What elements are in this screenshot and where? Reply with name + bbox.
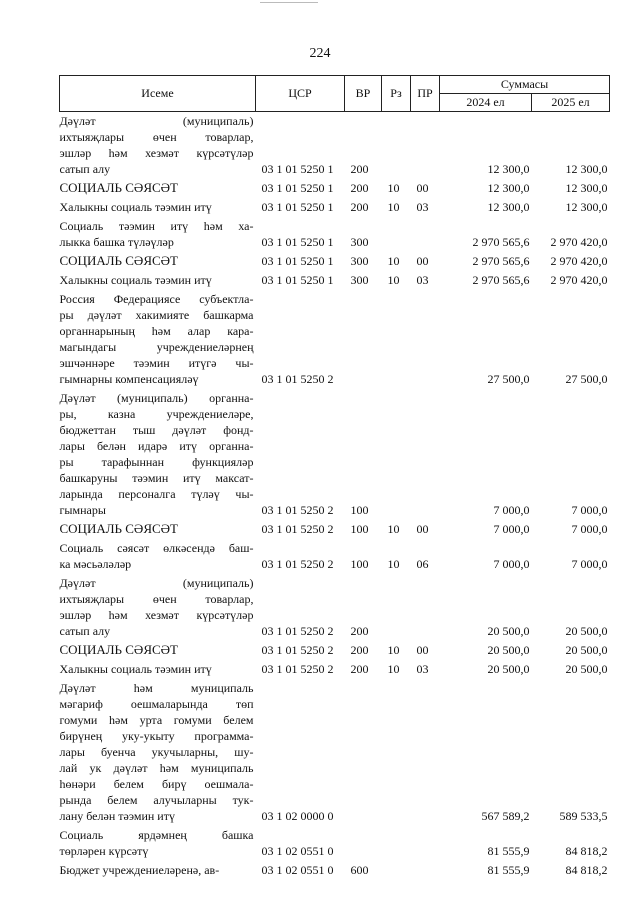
row-csr: 03 1 01 5250 2 xyxy=(261,522,334,536)
row-name-line: Дәүләт һәм муниципаль xyxy=(59,681,254,695)
row-rz: 10 xyxy=(387,254,400,268)
table-row xyxy=(60,660,610,679)
row-csr: 03 1 02 0000 0 xyxy=(261,809,334,823)
row-rz xyxy=(382,826,411,861)
row-vr xyxy=(345,826,382,861)
row-amount-2025: 12 300,0 xyxy=(565,181,608,195)
row-vr xyxy=(345,290,382,389)
table-row xyxy=(60,252,610,271)
row-pr xyxy=(411,861,440,880)
row-pr xyxy=(411,290,440,389)
row-name-line: Бюджет учреждениеләренә, ав- xyxy=(59,863,220,877)
row-pr: 00 xyxy=(416,522,429,536)
row-name-line: ка мәсьәләләр xyxy=(59,557,132,571)
row-vr: 100 xyxy=(350,522,369,536)
table-row xyxy=(60,679,610,826)
row-rz xyxy=(382,290,411,389)
row-name xyxy=(60,112,256,180)
row-rz: 10 xyxy=(387,200,400,214)
header-year-2024: 2024 ел xyxy=(440,94,532,112)
row-vr: 200 xyxy=(350,200,369,214)
row-vr: 300 xyxy=(350,235,369,249)
row-csr: 03 1 01 5250 2 xyxy=(261,624,334,638)
row-rz xyxy=(382,217,411,252)
row-amount-2025: 2 970 420,0 xyxy=(550,254,608,268)
row-amount-2025: 12 300,0 xyxy=(565,162,608,176)
header-rz: Рз xyxy=(382,76,411,112)
header-pr: ПР xyxy=(411,76,440,112)
row-pr: 03 xyxy=(416,273,429,287)
row-rz: 10 xyxy=(387,557,400,571)
row-name-line: эшчәннәре тәэмин итүгә чы- xyxy=(59,356,254,370)
row-rz: 10 xyxy=(387,181,400,195)
row-csr: 03 1 01 5250 1 xyxy=(261,254,334,268)
row-vr: 100 xyxy=(350,503,369,517)
header-csr: ЦСР xyxy=(256,76,345,112)
row-name xyxy=(60,290,256,389)
row-vr: 300 xyxy=(350,273,369,287)
row-amount-2024: 12 300,0 xyxy=(487,200,530,214)
row-name xyxy=(60,641,256,660)
row-name-line: ры, казна учреждениеләре, xyxy=(59,407,254,421)
row-name-line: сатып алу xyxy=(59,624,111,638)
row-name xyxy=(60,679,256,826)
row-name-line: лары буенча укучыларны, шу- xyxy=(59,745,254,759)
row-name-line: гымнарны компенсацияләү xyxy=(59,372,199,386)
row-name xyxy=(60,520,256,539)
row-name-line: лай ук дәүләт һәм муниципаль xyxy=(59,761,254,775)
row-amount-2024: 7 000,0 xyxy=(493,557,530,571)
row-rz: 10 xyxy=(387,522,400,536)
row-amount-2024: 567 589,2 xyxy=(481,809,530,823)
row-amount-2025: 12 300,0 xyxy=(565,200,608,214)
row-amount-2025: 7 000,0 xyxy=(571,557,608,571)
table-row xyxy=(60,271,610,290)
row-name-line: Социаль ярдәмнең башка xyxy=(59,828,254,842)
row-amount-2024: 7 000,0 xyxy=(493,522,530,536)
row-csr: 03 1 02 0551 0 xyxy=(261,863,334,877)
row-csr: 03 1 02 0551 0 xyxy=(261,844,334,858)
table-row xyxy=(60,520,610,539)
row-csr: 03 1 01 5250 2 xyxy=(261,643,334,657)
row-csr: 03 1 01 5250 1 xyxy=(261,273,334,287)
row-pr xyxy=(411,112,440,180)
row-name-line: төрләрен күрсәтү xyxy=(59,844,149,858)
row-name-line: бирүнең уку-укыту программа- xyxy=(59,729,254,743)
row-amount-2025: 84 818,2 xyxy=(565,863,608,877)
row-pr: 03 xyxy=(416,662,429,676)
row-name xyxy=(60,389,256,520)
table-row xyxy=(60,826,610,861)
row-pr xyxy=(411,217,440,252)
row-name-line: Дәүләт (муниципаль) органна- xyxy=(59,391,254,405)
row-vr: 200 xyxy=(350,624,369,638)
row-name-line: Халыкны социаль тәэмин итү xyxy=(59,662,212,676)
row-vr: 200 xyxy=(350,162,369,176)
header-name: Исеме xyxy=(60,76,256,112)
row-pr: 00 xyxy=(416,643,429,657)
row-name-line: ларында персоналга түләү чы- xyxy=(59,487,254,501)
row-csr: 03 1 01 5250 1 xyxy=(261,200,334,214)
header-sums: Суммасы xyxy=(440,76,610,94)
row-rz: 10 xyxy=(387,643,400,657)
row-name-line: рында белем алучыларны тук- xyxy=(59,793,254,807)
row-amount-2025: 27 500,0 xyxy=(565,372,608,386)
row-csr: 03 1 01 5250 2 xyxy=(261,662,334,676)
row-name-line: Россия Федерациясе субъектла- xyxy=(59,292,254,306)
row-name-line: лыкка башка түләүләр xyxy=(59,235,174,249)
row-csr: 03 1 01 5250 1 xyxy=(261,181,334,195)
row-name-line: Халыкны социаль тәэмин итү xyxy=(59,200,212,214)
row-amount-2024: 81 555,9 xyxy=(487,844,530,858)
row-amount-2025: 20 500,0 xyxy=(565,643,608,657)
row-name xyxy=(60,861,256,880)
row-name-line: СОЦИАЛЬ СӘЯСӘТ xyxy=(59,521,178,536)
row-amount-2024: 7 000,0 xyxy=(493,503,530,517)
row-name-line: ихтыяҗлары өчен товарлар, xyxy=(59,592,254,606)
top-rule xyxy=(260,2,318,3)
row-amount-2024: 2 970 565,6 xyxy=(472,273,530,287)
row-vr: 200 xyxy=(350,662,369,676)
row-name-line: мәгариф оешмаларында төп xyxy=(59,697,254,711)
page-number: 224 xyxy=(309,46,331,61)
row-amount-2024: 12 300,0 xyxy=(487,181,530,195)
table-body xyxy=(60,112,610,881)
row-amount-2024: 12 300,0 xyxy=(487,162,530,176)
table-row xyxy=(60,179,610,198)
row-name xyxy=(60,826,256,861)
row-amount-2024: 81 555,9 xyxy=(487,863,530,877)
row-amount-2024: 20 500,0 xyxy=(487,662,530,676)
row-name-line: эшләр һәм хезмәт күрсәтүләр xyxy=(59,608,254,622)
row-pr: 06 xyxy=(416,557,429,571)
row-amount-2025: 589 533,5 xyxy=(559,809,608,823)
row-name-line: СОЦИАЛЬ СӘЯСӘТ xyxy=(59,253,178,268)
row-name-line: Социаль тәэмин итү һәм ха- xyxy=(59,219,254,233)
table-row xyxy=(60,217,610,252)
row-amount-2024: 27 500,0 xyxy=(487,372,530,386)
row-name-line: Халыкны социаль тәэмин итү xyxy=(59,273,212,287)
row-pr xyxy=(411,574,440,641)
table-row xyxy=(60,112,610,180)
row-name-line: ры дәүләт хакимияте башкарма xyxy=(59,308,254,322)
row-name-line: һөнәри белем бирү оешмала- xyxy=(59,777,254,791)
table-row xyxy=(60,539,610,574)
row-pr xyxy=(411,826,440,861)
row-name-line: органнарының һәм алар кара- xyxy=(59,324,254,338)
budget-table xyxy=(59,75,610,880)
row-vr xyxy=(345,679,382,826)
table-row xyxy=(60,861,610,880)
row-rz: 10 xyxy=(387,662,400,676)
row-amount-2025: 2 970 420,0 xyxy=(550,235,608,249)
row-rz: 10 xyxy=(387,273,400,287)
row-name-line: СОЦИАЛЬ СӘЯСӘТ xyxy=(59,642,178,657)
row-amount-2025: 2 970 420,0 xyxy=(550,273,608,287)
row-rz xyxy=(382,574,411,641)
table-row xyxy=(60,389,610,520)
row-vr: 100 xyxy=(350,557,369,571)
row-rz xyxy=(382,861,411,880)
row-amount-2024: 2 970 565,6 xyxy=(472,254,530,268)
row-vr: 300 xyxy=(350,254,369,268)
row-name-line: ры тарафыннан функцияләр xyxy=(59,455,254,469)
row-name-line: сатып алу xyxy=(59,162,111,176)
row-name-line: ихтыяҗлары өчен товарлар, xyxy=(59,130,254,144)
row-name-line: гымнары xyxy=(59,503,106,517)
row-rz xyxy=(382,389,411,520)
row-name-line: башкаруны тәэмин итү максат- xyxy=(59,471,254,485)
row-pr: 00 xyxy=(416,181,429,195)
row-csr: 03 1 01 5250 2 xyxy=(261,557,334,571)
row-name-line: Дәүләт (муниципаль) xyxy=(59,576,254,590)
row-name-line: лану белән тәэмин итү xyxy=(59,809,175,823)
row-name xyxy=(60,217,256,252)
row-rz xyxy=(382,112,411,180)
row-vr: 200 xyxy=(350,181,369,195)
row-name xyxy=(60,271,256,290)
row-amount-2024: 20 500,0 xyxy=(487,643,530,657)
row-amount-2025: 84 818,2 xyxy=(565,844,608,858)
row-amount-2025: 7 000,0 xyxy=(571,522,608,536)
row-name-line: Социаль сәясәт өлкәсендә баш- xyxy=(59,541,254,555)
row-name-line: бюджеттан тыш дәүләт фонд- xyxy=(59,423,254,437)
table-row xyxy=(60,641,610,660)
row-pr: 03 xyxy=(416,200,429,214)
row-csr: 03 1 01 5250 1 xyxy=(261,162,334,176)
row-name-line: гомуми һәм урта гомуми белем xyxy=(59,713,254,727)
row-csr: 03 1 01 5250 2 xyxy=(261,372,334,386)
row-pr: 00 xyxy=(416,254,429,268)
table-row xyxy=(60,574,610,641)
row-name xyxy=(60,252,256,271)
header-year-2025: 2025 ел xyxy=(532,94,610,112)
row-name-line: магындагы учреждениеләрнең xyxy=(59,340,254,354)
row-amount-2024: 20 500,0 xyxy=(487,624,530,638)
row-rz xyxy=(382,679,411,826)
table-row xyxy=(60,290,610,389)
row-name xyxy=(60,574,256,641)
row-amount-2025: 20 500,0 xyxy=(565,624,608,638)
row-amount-2025: 20 500,0 xyxy=(565,662,608,676)
row-pr xyxy=(411,679,440,826)
row-name xyxy=(60,660,256,679)
row-name xyxy=(60,539,256,574)
table-row xyxy=(60,198,610,217)
row-name xyxy=(60,179,256,198)
row-name-line: Дәүләт (муниципаль) xyxy=(59,114,254,128)
row-vr: 600 xyxy=(350,863,369,877)
row-pr xyxy=(411,389,440,520)
row-csr: 03 1 01 5250 1 xyxy=(261,235,334,249)
header-vr: ВР xyxy=(345,76,382,112)
row-name-line: эшләр һәм хезмәт күрсәтүләр xyxy=(59,146,254,160)
row-csr: 03 1 01 5250 2 xyxy=(261,503,334,517)
row-name-line: СОЦИАЛЬ СӘЯСӘТ xyxy=(59,180,178,195)
table-header xyxy=(60,76,610,112)
row-amount-2024: 2 970 565,6 xyxy=(472,235,530,249)
row-name-line: лары белән идарә итү органна- xyxy=(59,439,254,453)
row-amount-2025: 7 000,0 xyxy=(571,503,608,517)
row-name xyxy=(60,198,256,217)
row-vr: 200 xyxy=(350,643,369,657)
